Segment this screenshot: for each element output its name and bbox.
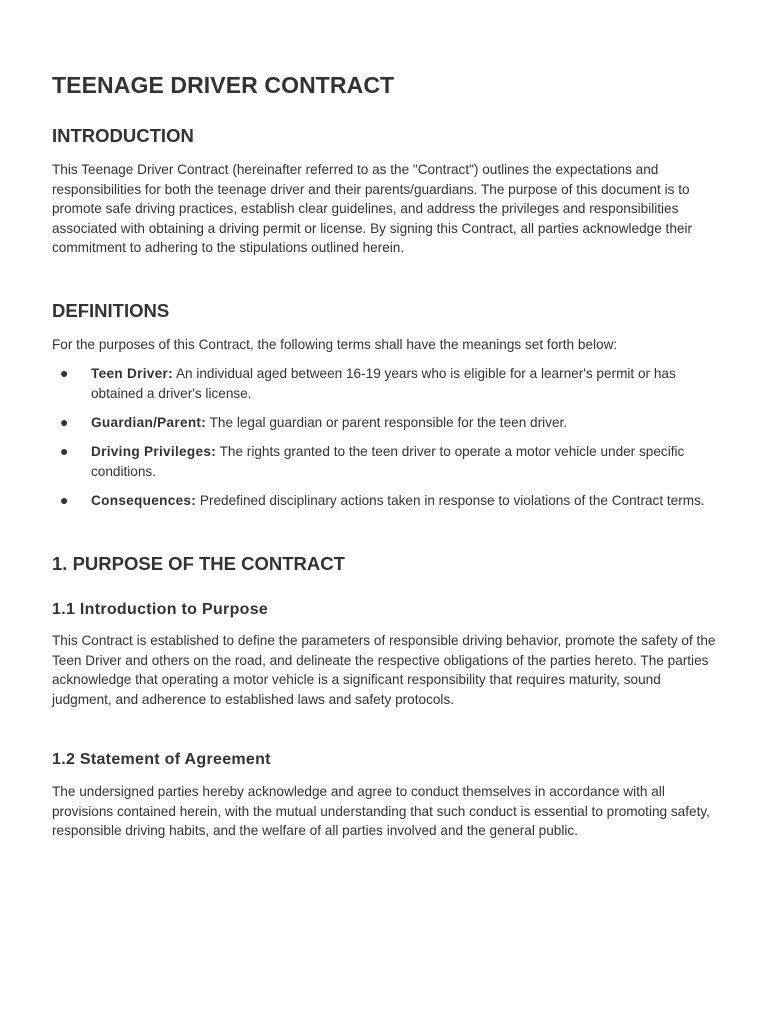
bullet-icon: ● (60, 365, 69, 381)
section1-2-heading: 1.2 Statement of Agreement (52, 751, 271, 768)
bullet-icon: ● (60, 492, 69, 508)
definition-text: The rights granted to the teen driver to operate a motor vehicle under specific conditions. (91, 444, 685, 479)
introduction-text: This Teenage Driver Contract (hereinafter referred to as the "Contract") outlines the expectations and responsibilities for both the teenage driver and their parents/guardians. The purpose of this document is to promote safe driving practices, establish clear guidelines, and address the privileges and responsibilities associated with obtaining a driving permit or license. By signing this Contract, all parties acknowledge their commitment to adhering to the stipulations outlined herein. (52, 162, 692, 255)
section1-1-text: This Contract is established to define the parameters of responsible driving behavior, promote the safety of the Teen Driver and others on the road, and delineate the respective obligations of the parties hereto. The parties acknowledge that operating a motor vehicle is a significant responsibility that requires maturity, sound judgment, and adherence to established laws and safety protocols. (52, 633, 716, 707)
definitions-heading: DEFINITIONS (52, 300, 170, 321)
definition-term: Teen Driver: (91, 366, 173, 381)
definition-text: The legal guardian or parent responsible for the teen driver. (206, 415, 568, 430)
bullet-icon: ● (60, 443, 69, 459)
document-title: TEENAGE DRIVER CONTRACT (52, 72, 395, 98)
definition-term: Driving Privileges: (91, 444, 217, 459)
definitions-lead: For the purposes of this Contract, the following terms shall have the meanings set forth below: (52, 337, 618, 352)
bullet-icon: ● (60, 414, 69, 430)
definition-text: An individual aged between 16-19 years who is eligible for a learner's permit or has obtained a driver's license. (91, 366, 676, 401)
definition-text: Predefined disciplinary actions taken in response to violations of the Contract terms. (196, 493, 705, 508)
section1-heading: 1. PURPOSE OF THE CONTRACT (52, 553, 345, 574)
section1-2-text: The undersigned parties hereby acknowledge and agree to conduct themselves in accordance with all provisions contained herein, with the mutual understanding that such conduct is essential to promoting safety, responsible driving habits, and the welfare of all parties involved and the general public. (52, 784, 710, 838)
section1-1-heading: 1.1 Introduction to Purpose (52, 601, 269, 618)
introduction-heading: INTRODUCTION (52, 125, 194, 146)
definition-term: Guardian/Parent: (91, 415, 207, 430)
definition-term: Consequences: (91, 493, 197, 508)
